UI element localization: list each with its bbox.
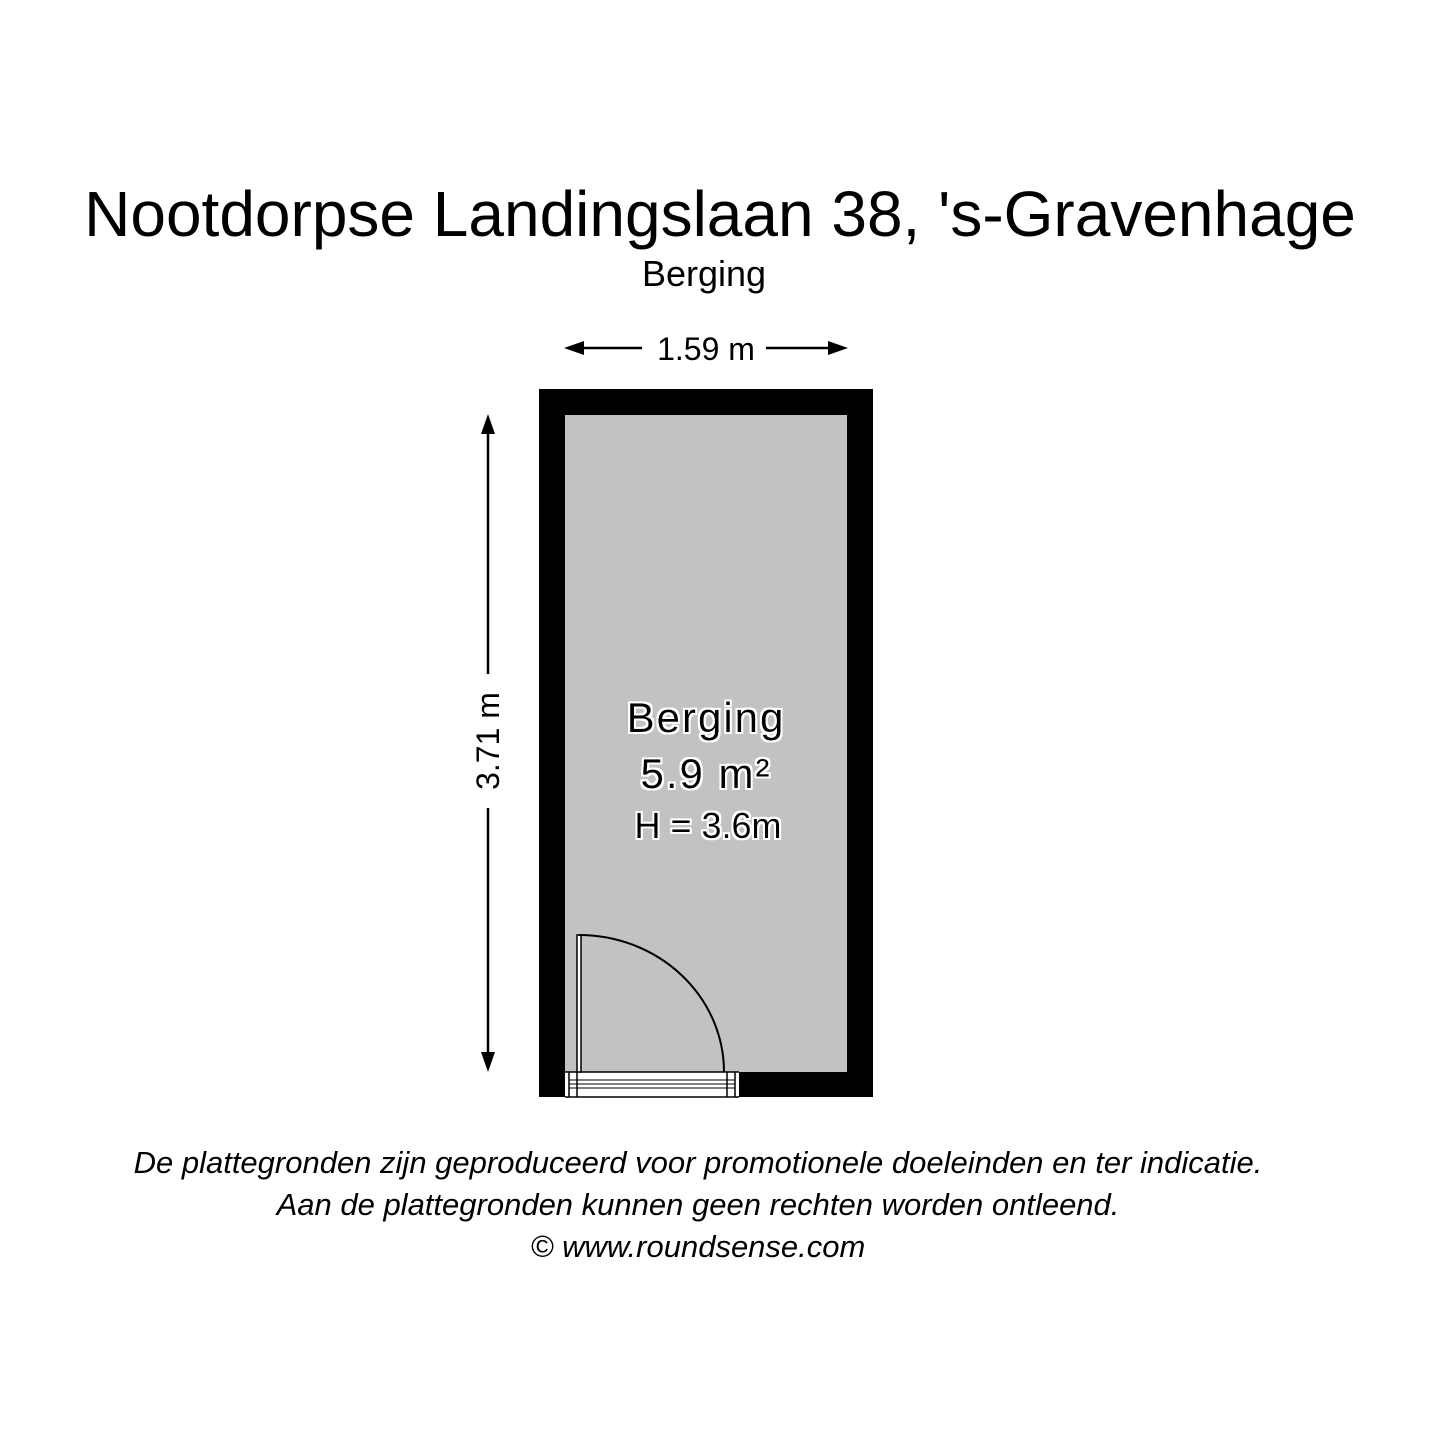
room-ceiling-height: H = 3.6m [634, 805, 782, 846]
disclaimer-line-1: De plattegronden zijn geproduceerd voor promotionele doeleinden en ter indicatie. [133, 1145, 1263, 1180]
height-dimension [470, 414, 506, 1072]
page-subtitle: Berging [641, 253, 767, 294]
room-label [627, 694, 786, 846]
disclaimer-line-2: Aan de plattegronden kunnen geen rechten worden ontleend. [276, 1187, 1120, 1222]
copyright-link[interactable]: © www.roundsense.com [530, 1229, 866, 1264]
width-dimension-label: 1.59 m [657, 331, 755, 367]
width-dimension [564, 331, 848, 367]
room-area: 5.9 m² [640, 750, 772, 797]
room-floor [565, 415, 847, 1072]
page-title: Nootdorpse Landingslaan 38, 's-Gravenhage [84, 178, 1356, 250]
height-dimension-label: 3.71 m [470, 692, 506, 790]
door-threshold [565, 1072, 739, 1097]
disclaimer [0, 1142, 1396, 1268]
room-name: Berging [626, 694, 786, 741]
